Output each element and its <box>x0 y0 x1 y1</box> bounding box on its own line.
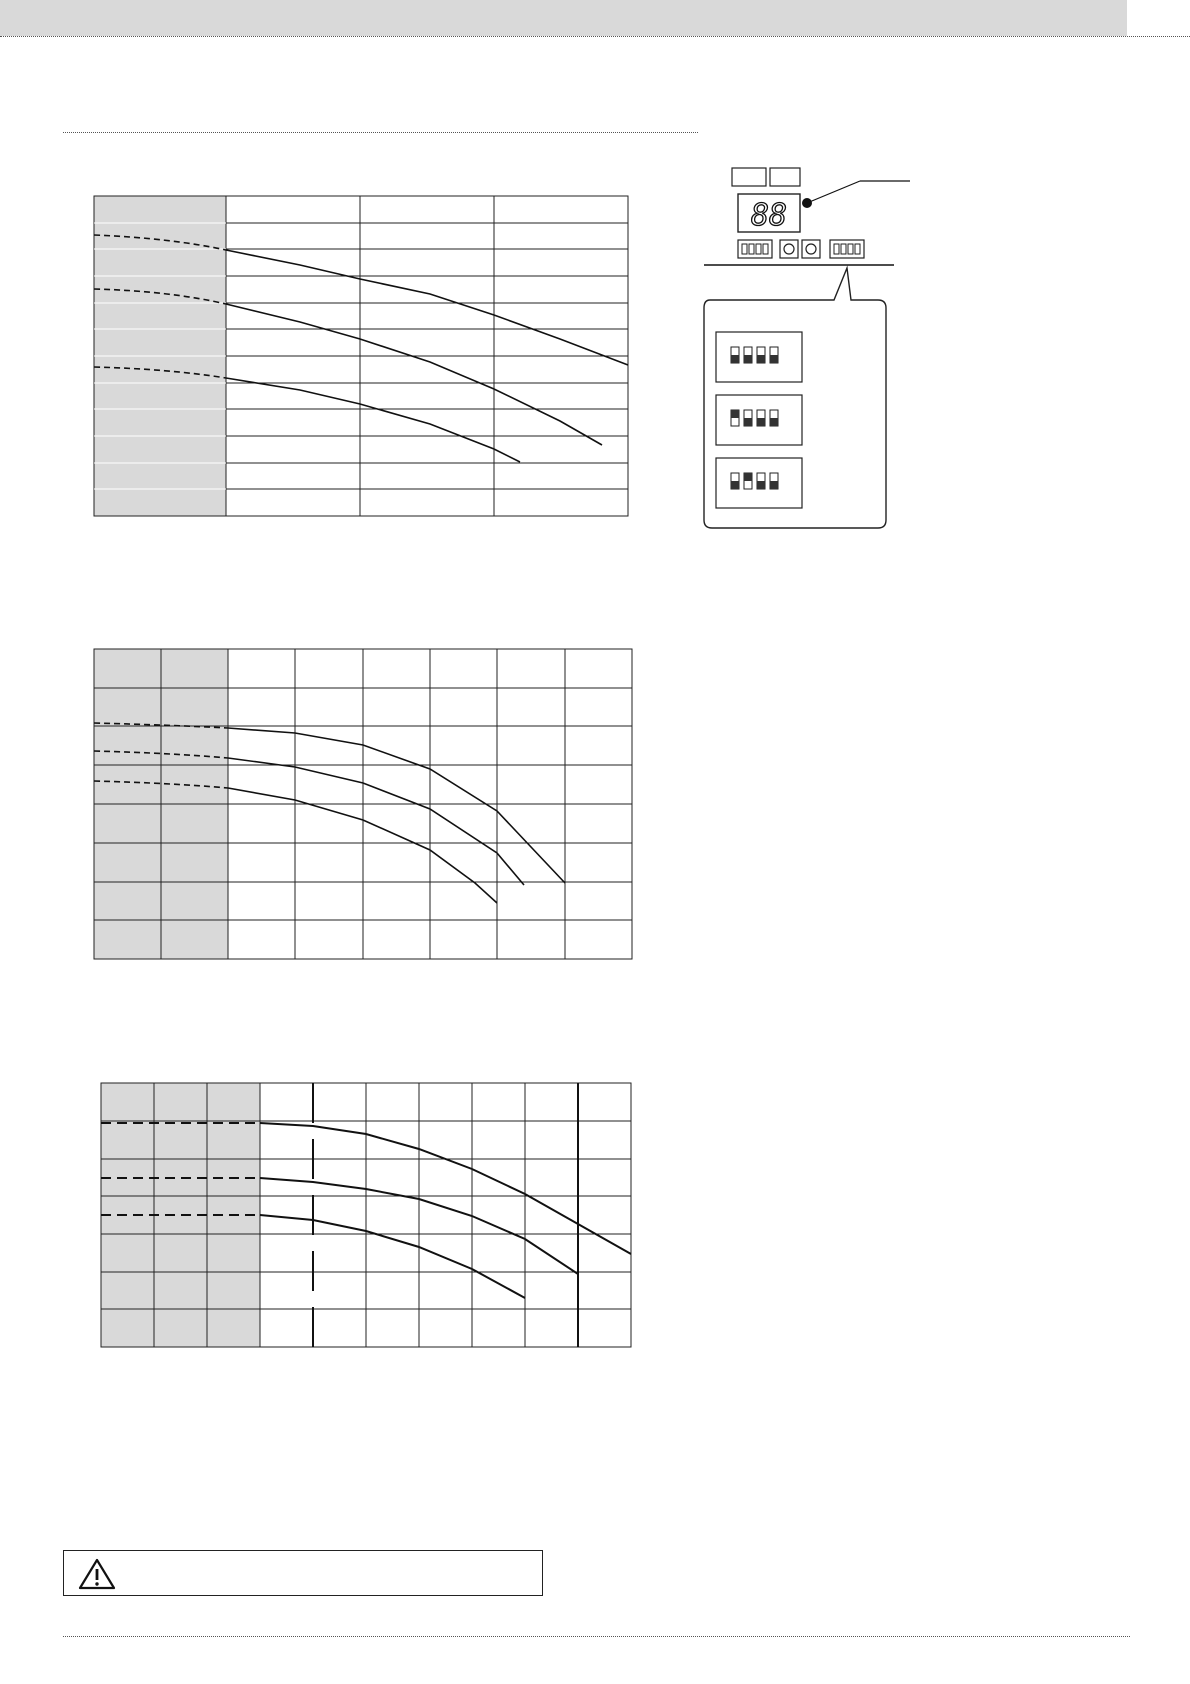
chart-3 <box>97 1079 637 1355</box>
switch-setting-2 <box>716 395 802 445</box>
caution-notice-box <box>63 1550 543 1596</box>
chart-3-curve-3 <box>260 1215 525 1298</box>
display-digits: 88 <box>750 198 788 233</box>
section-rule <box>63 132 698 133</box>
chart-2 <box>90 645 638 965</box>
chart-1-curve-2 <box>226 304 602 445</box>
warning-triangle-icon <box>77 1557 117 1591</box>
chart-2-curve-2 <box>228 758 524 885</box>
display-callout-leader <box>807 181 860 203</box>
switch-setting-3 <box>716 458 802 508</box>
indicator-box-left <box>732 168 766 186</box>
chart-1 <box>90 192 634 524</box>
footer-rule <box>63 1636 1130 1637</box>
indicator-box-right <box>770 168 800 186</box>
chart-1-curve-1 <box>226 250 628 365</box>
header-rule <box>0 36 1190 37</box>
switch-setting-1 <box>716 332 802 382</box>
header-bar <box>0 0 1127 36</box>
chart-2-curve-1 <box>228 728 565 883</box>
chart-1-curve-3 <box>226 378 520 462</box>
control-panel-figure <box>700 160 920 532</box>
